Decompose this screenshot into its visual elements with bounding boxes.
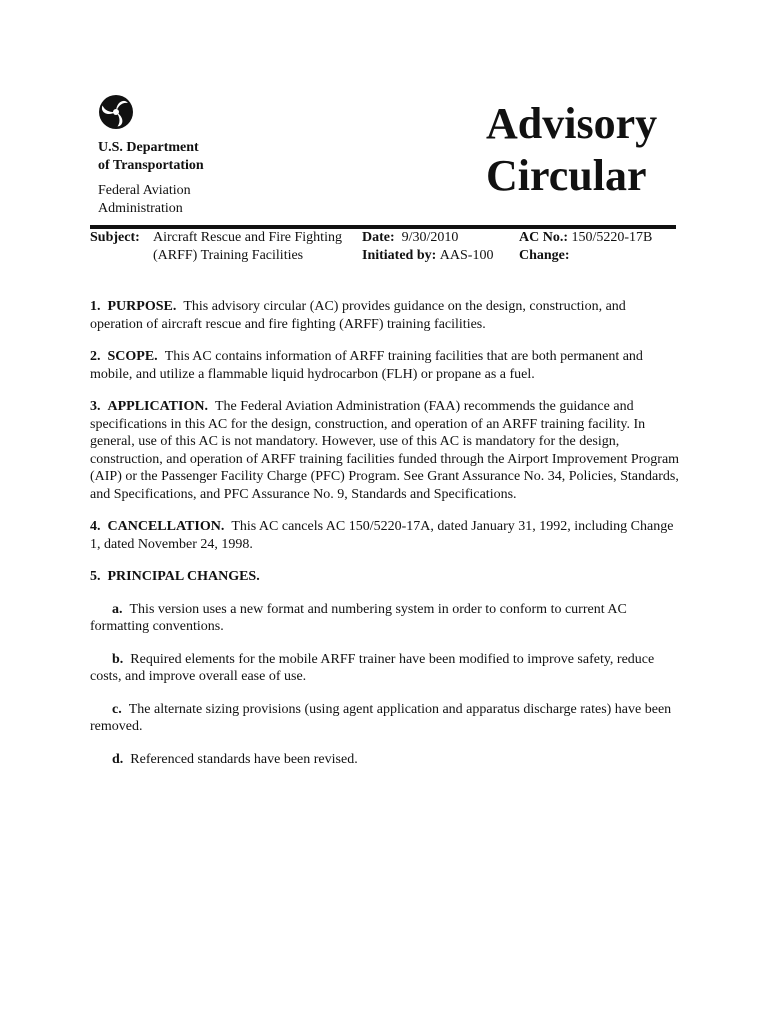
section-cancellation	[90, 518, 680, 553]
document-body	[90, 298, 680, 783]
change-item-d	[90, 751, 680, 769]
agency-line-1: Federal Aviation	[98, 183, 191, 198]
change-letter: d.	[112, 751, 124, 767]
section-heading: SCOPE.	[107, 349, 158, 364]
department-line-2: of Transportation	[98, 158, 204, 173]
ac-no-label: AC No.:	[519, 230, 568, 245]
section-purpose	[90, 298, 680, 333]
section-heading: CANCELLATION.	[107, 519, 225, 534]
change-text: Referenced standards have been revised.	[130, 751, 358, 767]
dot-triskelion-logo-icon	[98, 94, 134, 130]
change-item-b	[90, 651, 680, 686]
section-text: This AC contains information of ARFF training facilities that are both permanent and mobile, and utilize a flammable liquid hydrocarbon (FLH) or propane as a fuel.	[90, 349, 643, 382]
section-heading: PRINCIPAL CHANGES.	[107, 569, 260, 584]
change-label: Change:	[519, 248, 570, 263]
section-number: 2.	[90, 349, 101, 364]
section-text: This advisory circular (AC) provides guidance on the design, construction, and operation of aircraft rescue and fire fighting (ARFF) training facilities.	[90, 299, 626, 332]
subject-text: Aircraft Rescue and Fire Fighting (ARFF) Training Facilities	[153, 230, 342, 263]
department-name	[98, 139, 204, 175]
section-number: 3.	[90, 399, 101, 414]
department-line-1: U.S. Department	[98, 140, 199, 155]
subject-label: Subject:	[90, 230, 140, 245]
section-text: The Federal Aviation Administration (FAA) recommends the guidance and specifications in this AC for the design, construction, and operation of an ARFF training facility. In general, use of this AC is not mandatory. However, use of this AC is mandatory for the design, construction, and operation of ARFF training facilities funded through the Airport Improvement Program (AIP) or the Passenger Facility Charge (PFC) Program. See Grant Assurance No. 34, Policies, Standards, and Specifications, and PFC Assurance No. 9, Standards and Specifications.	[90, 399, 680, 502]
section-heading: PURPOSE.	[107, 299, 177, 314]
section-number: 1.	[90, 299, 101, 314]
section-text: This AC cancels AC 150/5220-17A, dated January 31, 1992, including Change 1, dated November 24, 1998.	[90, 519, 674, 552]
change-text: This version uses a new format and numbering system in order to conform to current AC formatting conventions.	[90, 601, 627, 634]
date-label: Date:	[362, 230, 395, 245]
agency-line-2: Administration	[98, 201, 183, 216]
title-line-1: Advisory	[486, 99, 658, 148]
initiated-label: Initiated by:	[362, 248, 437, 263]
document-title	[486, 98, 657, 202]
section-principal-changes	[90, 568, 680, 586]
section-heading: APPLICATION.	[107, 399, 208, 414]
section-number: 5.	[90, 569, 101, 584]
change-item-a	[90, 601, 680, 636]
initiated-value: AAS-100	[439, 248, 494, 263]
date-value: 9/30/2010	[401, 230, 459, 245]
change-letter: a.	[112, 601, 123, 617]
section-number: 4.	[90, 519, 101, 534]
change-text: The alternate sizing provisions (using agent application and apparatus discharge rates) have been removed.	[90, 701, 672, 734]
change-letter: c.	[112, 701, 122, 717]
ac-no-value: 150/5220-17B	[571, 230, 653, 245]
change-item-c	[90, 701, 680, 736]
date-block	[362, 229, 493, 265]
title-line-2: Circular	[486, 151, 647, 200]
ac-number-block	[519, 229, 652, 265]
section-scope	[90, 348, 680, 383]
change-text: Required elements for the mobile ARFF trainer have been modified to improve safety, reduce costs, and improve overall ease of use.	[90, 651, 655, 684]
section-application	[90, 398, 680, 503]
agency-name	[98, 182, 191, 218]
change-letter: b.	[112, 651, 124, 667]
